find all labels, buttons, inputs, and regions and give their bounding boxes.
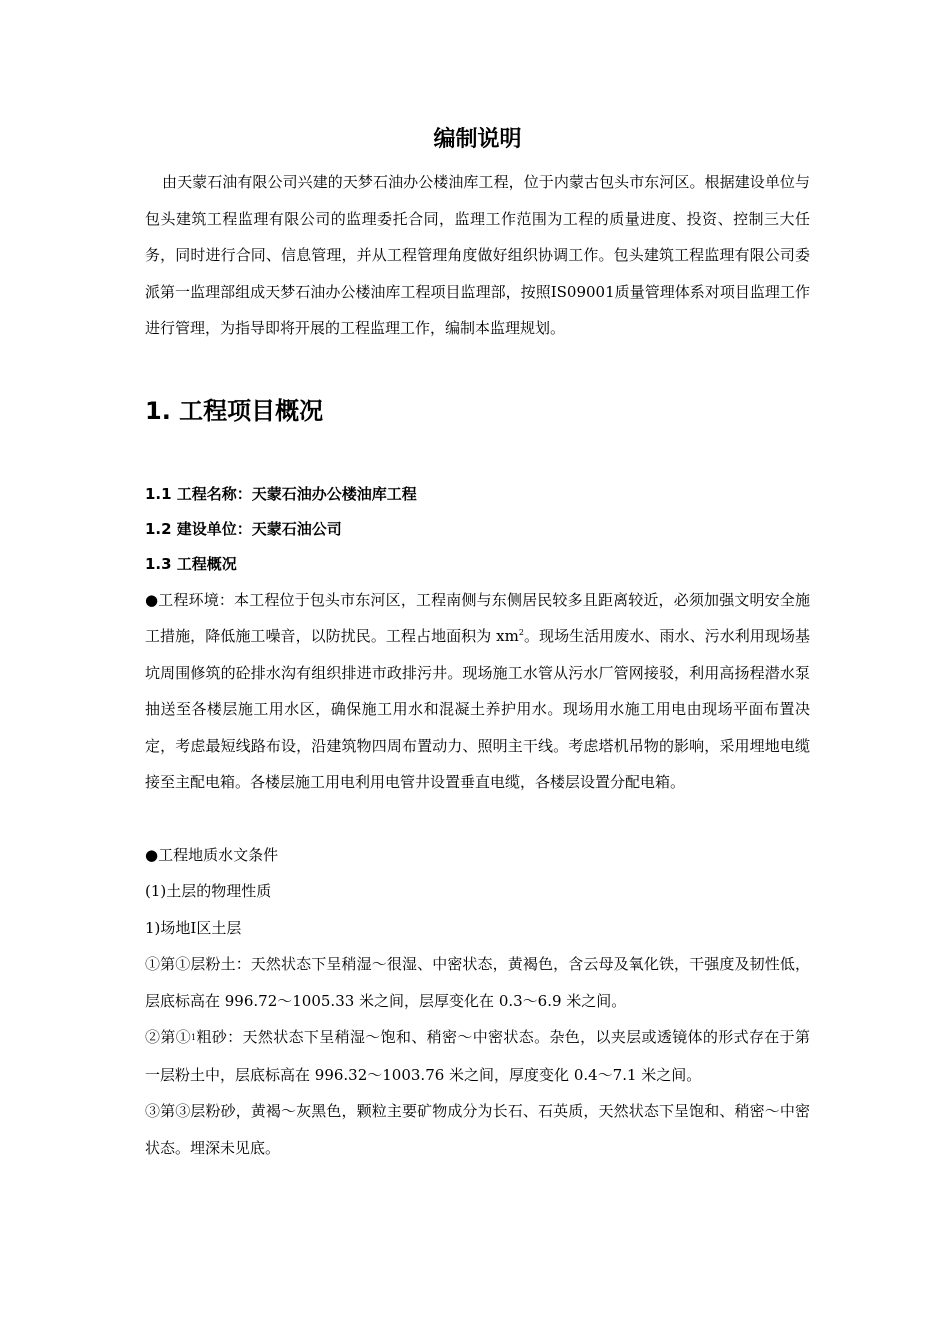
document-title: 编制说明 [433,127,522,152]
layer-2-text-b: 粗砂：天然状态下呈稍湿～饱和、稍密～中密状态。杂色，以夹层或透镜体的形式存在于第一层粉土中，层底标高在 996.32～1003.76 米之间，厚度变化 0.4～7.1 米之间。 [145,1028,810,1084]
environment-paragraph [145,582,810,801]
subheading-project-name: 1.1 工程名称：天蒙石油办公楼油库工程 [145,484,417,503]
zone-1-title: 1)场地Ⅰ区土层 [145,918,242,937]
layer-2-subscript: 1 [191,1033,197,1042]
section-heading-1: 1. 工程项目概况 [145,396,324,425]
environment-text-a: ●工程环境：本工程位于包头市东河区，工程南侧与东侧居民较多且距离较近，必须加强文明安全施工措施，降低施工噪音，以防扰民。工程占地面积为 xm [145,590,810,645]
subheading-owner: 1.2 建设单位：天蒙石油公司 [145,519,342,538]
layer-3-paragraph: ③第③层粉砂，黄褐～灰黑色，颗粒主要矿物成分为长石、石英质，天然状态下呈饱和、稍密～中密状态。埋深未见底。 [145,1102,810,1157]
soil-properties-title: (1)土层的物理性质 [145,882,272,900]
geology-title: ●工程地质水文条件 [145,845,279,864]
paragraph-spacer [145,801,810,837]
environment-text-b: 。现场生活用废水、雨水、污水利用现场基坑周围修筑的砼排水沟有组织排进市政排污井。现场施工水管从污水厂管网接驳，利用高扬程潜水泵抽送至各楼层施工用水区，确保施工用水和混凝土养护用水。现场用水施工用电由现场平面布置决定，考虑最短线路布设，沿建筑物四周布置动力、照明主干线。考虑塔机吊物的影响，采用埋地电缆接至主配电箱。各楼层施工用电利用电管井设置垂直电缆，各楼层设置分配电箱。 [145,627,810,791]
document-page [145,118,810,1166]
area-unit-superscript: 2 [518,628,524,637]
layer-2-text-a: ②第① [145,1028,192,1046]
layer-2-paragraph [145,1019,810,1093]
subheading-overview: 1.3 工程概况 [145,554,237,573]
layer-1-paragraph: ①第①层粉土：天然状态下呈稍湿～很湿、中密状态，黄褐色，含云母及氧化铁，干强度及韧性低，层底标高在 996.72～1005.33 米之间，层厚变化在 0.3～6.9 米之间。 [145,955,810,1010]
intro-paragraph: 由天蒙石油有限公司兴建的天梦石油办公楼油库工程，位于内蒙古包头市东河区。根据建设单位与包头建筑工程监理有限公司的监理委托合同，监理工作范围为工程的质量进度、投资、控制三大任务，同时进行合同、信息管理，并从工程管理角度做好组织协调工作。包头建筑工程监理有限公司委派第一监理部组成天梦石油办公楼油库工程项目监理部，按照IS09001质量管理体系对项目监理工作进行管理，为指导即将开展的工程监理工作，编制本监理规划。 [145,173,810,337]
